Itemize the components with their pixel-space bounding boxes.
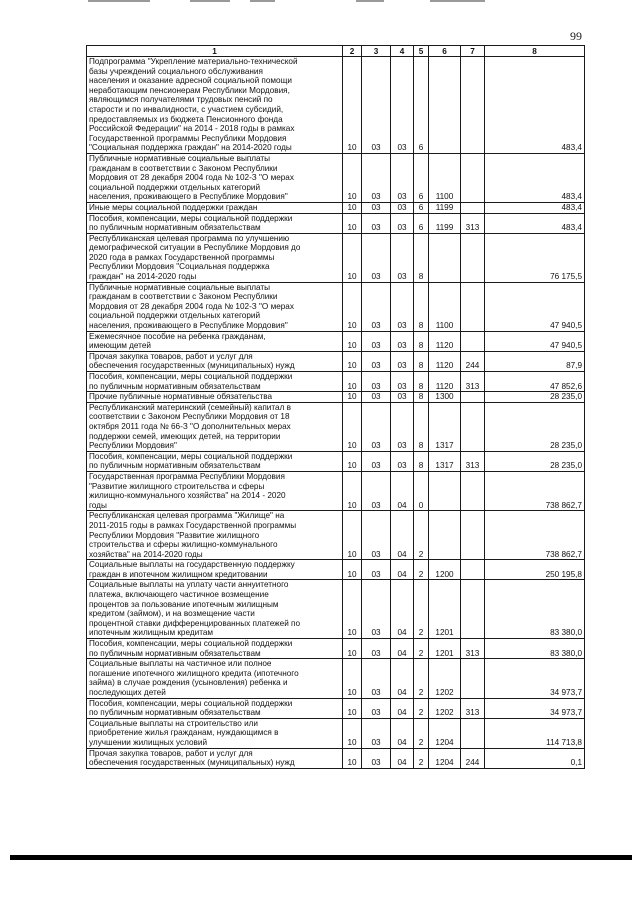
row-code-2: 10 [343,471,362,510]
row-code-6 [429,471,461,510]
row-code-3: 03 [362,639,391,659]
header-col-2: 2 [343,46,362,57]
row-code-7 [461,560,485,580]
row-code-7 [461,331,485,351]
row-amount: 34 973,7 [485,659,585,698]
row-name: Прочая закупка товаров, работ и услуг для обеспечения государственных (муниципальных) нужд [87,748,343,768]
row-code-4: 04 [391,698,414,718]
row-amount: 483,4 [485,153,585,202]
row-code-4: 03 [391,233,414,282]
row-code-5: 2 [414,560,429,580]
row-code-6: 1201 [429,639,461,659]
row-code-6: 1317 [429,451,461,471]
row-code-4: 03 [391,153,414,202]
row-code-3: 03 [362,213,391,233]
row-amount: 76 175,5 [485,233,585,282]
row-code-4: 03 [391,202,414,213]
table-row [87,57,585,154]
row-code-7 [461,202,485,213]
row-code-7 [461,659,485,698]
row-code-7 [461,580,485,639]
row-code-7 [461,233,485,282]
row-code-5: 8 [414,331,429,351]
row-code-6: 1120 [429,331,461,351]
row-code-3: 03 [362,351,391,371]
row-code-2: 10 [343,639,362,659]
row-code-2: 10 [343,511,362,560]
row-code-3: 03 [362,392,391,403]
scan-mark-top [250,0,275,2]
row-code-4: 03 [391,213,414,233]
header-col-5: 5 [414,46,429,57]
table-row [87,372,585,392]
row-code-6: 1200 [429,560,461,580]
row-name: Пособия, компенсации, меры социальной поддержки по публичным нормативным обязательствам [87,698,343,718]
row-code-5: 8 [414,351,429,371]
row-amount: 28 235,0 [485,451,585,471]
table-row [87,659,585,698]
budget-table [86,45,585,769]
table-row [87,451,585,471]
scan-mark-top [356,0,384,2]
row-code-7 [461,402,485,451]
row-code-3: 03 [362,282,391,331]
row-code-6: 1202 [429,659,461,698]
row-code-2: 10 [343,718,362,748]
row-code-4: 04 [391,718,414,748]
row-code-2: 10 [343,451,362,471]
row-code-2: 10 [343,580,362,639]
row-code-7: 313 [461,451,485,471]
row-code-4: 04 [391,471,414,510]
row-code-3: 03 [362,659,391,698]
row-name: Социальные выплаты на строительство или приобретение жилья гражданам, нуждающимся в улучшении жилищных условий [87,718,343,748]
row-code-3: 03 [362,57,391,154]
row-code-5: 2 [414,511,429,560]
row-code-2: 10 [343,392,362,403]
row-code-2: 10 [343,233,362,282]
row-amount: 47 940,5 [485,282,585,331]
row-code-5: 0 [414,471,429,510]
row-name: Ежемесячное пособие на ребенка гражданам, имеющим детей [87,331,343,351]
row-code-7: 244 [461,748,485,768]
row-code-3: 03 [362,402,391,451]
row-code-6: 1204 [429,718,461,748]
row-code-2: 10 [343,213,362,233]
row-name: Республиканский материнский (семейный) капитал в соответствии с Законом Республики Мордовия от 18 октября 2011 года № 66-З "О дополнительных мерах поддержки семей, имеющих детей, на территории Республики Мордовия" [87,402,343,451]
row-code-6: 1317 [429,402,461,451]
row-code-7: 313 [461,639,485,659]
row-code-4: 03 [391,331,414,351]
row-code-7 [461,153,485,202]
row-amount: 83 380,0 [485,580,585,639]
row-name: Социальные выплаты на уплату части аннуитетного платежа, включающего частичное возмещение процентов за пользование ипотечным жилищным кредитом (займом), и на возмещение части процентной ставки дифференцированных платежей по ипотечным жилищным кредитам [87,580,343,639]
row-name: Прочая закупка товаров, работ и услуг для обеспечения государственных (муниципальных) нужд [87,351,343,371]
table-row [87,282,585,331]
row-code-2: 10 [343,659,362,698]
row-code-4: 03 [391,57,414,154]
row-code-2: 10 [343,560,362,580]
row-code-5: 8 [414,451,429,471]
row-name: Публичные нормативные социальные выплаты гражданам в соответствии с Законом Республики Мордовия от 28 декабря 2004 года № 102-З "О мерах социальной поддержки отдельных категорий населения, проживающего в Республике Мордовия" [87,153,343,202]
table-row [87,580,585,639]
row-code-5: 6 [414,213,429,233]
row-amount: 738 862,7 [485,511,585,560]
row-amount: 738 862,7 [485,471,585,510]
row-code-2: 10 [343,372,362,392]
row-code-4: 03 [391,351,414,371]
row-name: Подпрограмма "Укрепление материально-технической базы учреждений социального обслуживания населения и оказание адресной социальной помощи неработающим пенсионерам Республики Мордовия, являющимся получателями трудовых пенсий по старости и по инвалидности, с участием субсидий, предоставляемых из бюджета Пенсионного фонда Российской Федерации" на 2014 - 2018 годы в рамках Государственной программы Республики Мордовия "Социальная поддержка граждан" на 2014-2020 годы [87,57,343,154]
row-code-5: 2 [414,748,429,768]
row-code-4: 04 [391,748,414,768]
row-code-2: 10 [343,402,362,451]
row-code-5: 8 [414,233,429,282]
row-name: Пособия, компенсации, меры социальной поддержки по публичным нормативным обязательствам [87,639,343,659]
row-code-5: 8 [414,282,429,331]
row-name: Государственная программа Республики Мордовия "Развитие жилищного строительства и сферы жилищно-коммунального хозяйства" на 2014 - 2020 годы [87,471,343,510]
row-code-2: 10 [343,57,362,154]
row-code-5: 2 [414,718,429,748]
row-code-5: 6 [414,202,429,213]
row-code-7: 313 [461,213,485,233]
header-col-6: 6 [429,46,461,57]
table-row [87,153,585,202]
row-code-6: 1100 [429,282,461,331]
row-amount: 0,1 [485,748,585,768]
row-name: Пособия, компенсации, меры социальной поддержки по публичным нормативным обязательствам [87,451,343,471]
header-col-8: 8 [485,46,585,57]
table-row [87,392,585,403]
row-name: Социальные выплаты на государственную поддержку граждан в ипотечном жилищном кредитовании [87,560,343,580]
row-code-3: 03 [362,331,391,351]
scan-mark-top [190,0,230,2]
row-code-2: 10 [343,351,362,371]
row-code-4: 03 [391,282,414,331]
table-row [87,233,585,282]
row-code-6 [429,57,461,154]
table-row [87,718,585,748]
row-code-6: 1120 [429,372,461,392]
row-code-6: 1204 [429,748,461,768]
row-code-3: 03 [362,748,391,768]
scan-mark-top [430,0,485,2]
row-code-7: 313 [461,372,485,392]
row-code-3: 03 [362,233,391,282]
row-code-7 [461,511,485,560]
row-amount: 28 235,0 [485,392,585,403]
row-code-4: 03 [391,392,414,403]
table-row [87,639,585,659]
row-name: Пособия, компенсации, меры социальной поддержки по публичным нормативным обязательствам [87,213,343,233]
row-code-7 [461,392,485,403]
row-code-2: 10 [343,153,362,202]
row-amount: 83 380,0 [485,639,585,659]
row-code-4: 04 [391,580,414,639]
row-code-3: 03 [362,511,391,560]
row-code-3: 03 [362,560,391,580]
table-row [87,511,585,560]
table-row [87,471,585,510]
row-code-5: 2 [414,639,429,659]
row-code-6: 1300 [429,392,461,403]
row-code-7 [461,57,485,154]
row-code-3: 03 [362,153,391,202]
row-name: Прочие публичные нормативные обязательства [87,392,343,403]
row-code-3: 03 [362,698,391,718]
table-row [87,213,585,233]
row-code-2: 10 [343,282,362,331]
row-amount: 87,9 [485,351,585,371]
row-code-2: 10 [343,748,362,768]
row-code-6: 1100 [429,153,461,202]
row-code-3: 03 [362,202,391,213]
row-code-5: 6 [414,57,429,154]
row-code-6 [429,233,461,282]
row-code-4: 04 [391,659,414,698]
row-code-7 [461,282,485,331]
row-code-6: 1199 [429,213,461,233]
row-name: Иные меры социальной поддержки граждан [87,202,343,213]
row-code-5: 8 [414,392,429,403]
bottom-rule [10,855,632,860]
table-row [87,560,585,580]
row-code-2: 10 [343,202,362,213]
row-code-2: 10 [343,331,362,351]
row-amount: 114 713,8 [485,718,585,748]
page-number: 99 [570,29,582,43]
row-code-7 [461,471,485,510]
row-code-3: 03 [362,372,391,392]
row-name: Публичные нормативные социальные выплаты гражданам в соответствии с Законом Республики Мордовия от 28 декабря 2004 года № 102-З "О мерах социальной поддержки отдельных категорий населения, проживающего в Республике Мордовия" [87,282,343,331]
row-amount: 483,4 [485,57,585,154]
row-code-3: 03 [362,471,391,510]
row-amount: 250 195,8 [485,560,585,580]
row-code-5: 8 [414,372,429,392]
row-code-7: 244 [461,351,485,371]
row-code-4: 03 [391,402,414,451]
row-code-4: 04 [391,560,414,580]
row-code-5: 2 [414,659,429,698]
row-code-6: 1120 [429,351,461,371]
row-code-2: 10 [343,698,362,718]
row-amount: 28 235,0 [485,402,585,451]
header-row [87,46,585,57]
row-code-4: 03 [391,451,414,471]
row-code-7 [461,718,485,748]
row-name: Социальные выплаты на частичное или полное погашение ипотечного жилищного кредита (ипотечного займа) в случае рождения (усыновления) ребенка и последующих детей [87,659,343,698]
row-code-7: 313 [461,698,485,718]
row-code-5: 8 [414,402,429,451]
row-code-4: 04 [391,511,414,560]
row-amount: 483,4 [485,202,585,213]
row-code-6: 1202 [429,698,461,718]
table-row [87,402,585,451]
table-row [87,698,585,718]
row-name: Республиканская целевая программа по улучшению демографической ситуации в Республике Мордовия до 2020 года в рамках Государственной программы Республики Мордовия "Социальная поддержка граждан" на 2014-2020 годы [87,233,343,282]
scan-mark-top [88,0,150,2]
row-code-3: 03 [362,718,391,748]
row-amount: 47 852,6 [485,372,585,392]
row-code-5: 2 [414,698,429,718]
table-row [87,202,585,213]
row-name: Республиканская целевая программа "Жилище" на 2011-2015 годы в рамках Государственной программы Республики Мордовия "Развитие жилищного строительства и сферы жилищно-коммунального хозяйства" на 2014-2020 годы [87,511,343,560]
table-row [87,748,585,768]
table-row [87,351,585,371]
header-col-7: 7 [461,46,485,57]
row-code-5: 2 [414,580,429,639]
row-code-4: 03 [391,372,414,392]
table-body [87,57,585,769]
row-code-6: 1199 [429,202,461,213]
row-code-3: 03 [362,580,391,639]
row-amount: 34 973,7 [485,698,585,718]
header-col-4: 4 [391,46,414,57]
table-row [87,331,585,351]
header-col-3: 3 [362,46,391,57]
row-amount: 483,4 [485,213,585,233]
row-code-6 [429,511,461,560]
row-code-5: 6 [414,153,429,202]
header-col-1: 1 [87,46,343,57]
row-name: Пособия, компенсации, меры социальной поддержки по публичным нормативным обязательствам [87,372,343,392]
row-code-6: 1201 [429,580,461,639]
row-code-3: 03 [362,451,391,471]
row-code-4: 04 [391,639,414,659]
row-amount: 47 940,5 [485,331,585,351]
